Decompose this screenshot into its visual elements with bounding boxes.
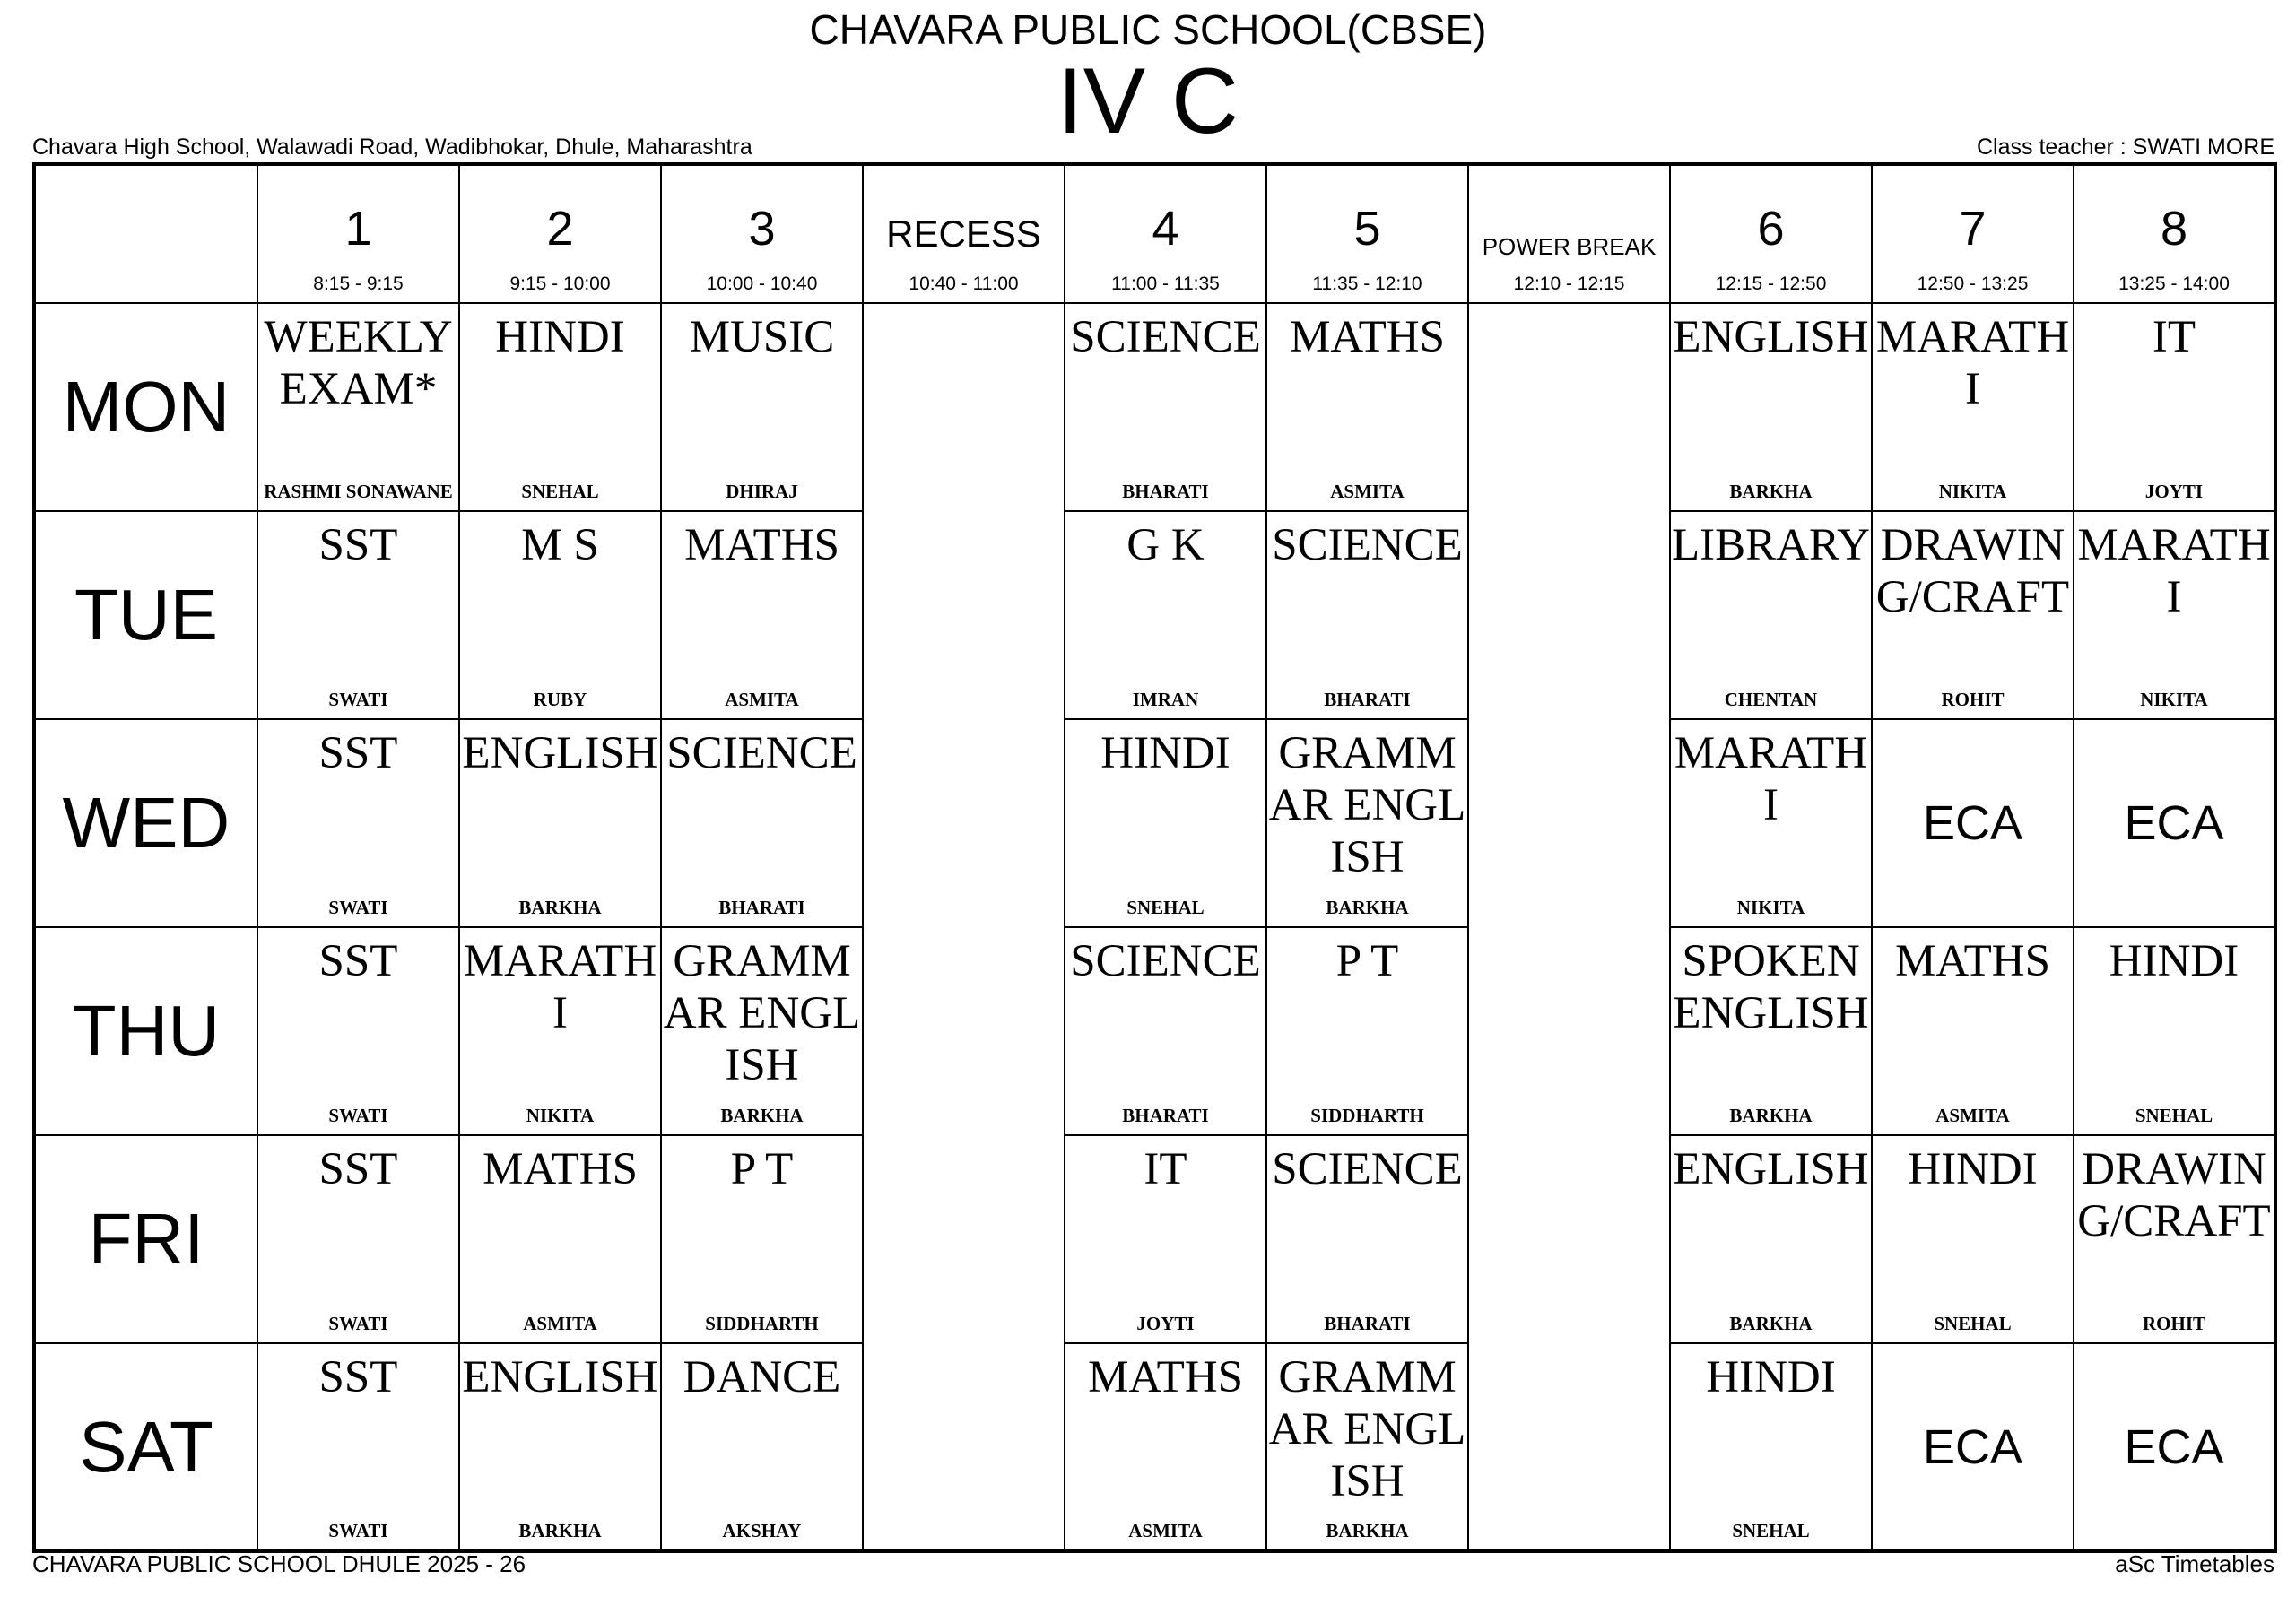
teacher-name: BARKHA bbox=[1729, 1105, 1813, 1126]
period-header-3 bbox=[661, 164, 863, 303]
period-time: 12:10 - 12:15 bbox=[1513, 273, 1625, 294]
lesson-cell bbox=[1266, 511, 1468, 719]
eca-label: ECA bbox=[2124, 1419, 2224, 1474]
period-label: 7 bbox=[1959, 202, 1987, 256]
period-time: 13:25 - 14:00 bbox=[2118, 273, 2230, 294]
teacher-name: SWATI bbox=[328, 1520, 388, 1541]
subject-name: M S bbox=[521, 520, 599, 570]
subject-name: HINDI bbox=[1706, 1352, 1836, 1402]
subject-name: G K bbox=[1126, 520, 1205, 570]
subject-name: IT bbox=[1144, 1144, 1187, 1194]
lesson-cell bbox=[1266, 1343, 1468, 1551]
lesson-cell bbox=[1872, 1135, 2074, 1343]
eca-label: ECA bbox=[1922, 796, 2023, 850]
period-time: 8:15 - 9:15 bbox=[313, 273, 404, 294]
lesson-cell bbox=[1065, 719, 1266, 927]
day-row-fri bbox=[34, 1135, 2275, 1343]
lesson-cell bbox=[1065, 1135, 1266, 1343]
subject-name: ENGLISH bbox=[462, 728, 658, 778]
teacher-name: ROHIT bbox=[1941, 689, 2005, 710]
teacher-name: ASMITA bbox=[1935, 1105, 2010, 1126]
lesson-cell bbox=[257, 719, 459, 927]
teacher-name: BARKHA bbox=[518, 897, 602, 918]
teacher-name: ASMITA bbox=[725, 689, 799, 710]
lesson-cell bbox=[1670, 927, 1872, 1135]
day-label: WED bbox=[34, 719, 257, 927]
teacher-name: SWATI bbox=[328, 1313, 388, 1334]
subject-name: P T bbox=[730, 1144, 794, 1194]
period-header-6 bbox=[1266, 164, 1468, 303]
subject-name: DRAWING/CRAFT bbox=[2077, 1144, 2271, 1246]
lesson-cell bbox=[661, 1343, 863, 1551]
subject-name: HINDI bbox=[495, 312, 625, 362]
teacher-name: ASMITA bbox=[523, 1313, 597, 1334]
day-label: FRI bbox=[34, 1135, 257, 1343]
lesson-cell bbox=[459, 511, 661, 719]
lesson-cell bbox=[459, 1343, 661, 1551]
subject-name: MARATHI bbox=[463, 936, 657, 1038]
eca-label: ECA bbox=[1922, 1419, 2023, 1474]
lesson-cell bbox=[459, 719, 661, 927]
subject-name: DRAWING/CRAFT bbox=[1875, 520, 2070, 622]
period-header-2 bbox=[459, 164, 661, 303]
teacher-name: BARKHA bbox=[1729, 1313, 1813, 1334]
subject-name: HINDI bbox=[1100, 728, 1231, 778]
lesson-cell bbox=[661, 303, 863, 511]
subject-name: SST bbox=[318, 1144, 398, 1194]
day-label: MON bbox=[34, 303, 257, 511]
power-break-column bbox=[1468, 303, 1670, 1551]
day-row-thu bbox=[34, 927, 2275, 1135]
subject-name: HINDI bbox=[2109, 936, 2239, 986]
lesson-cell bbox=[1872, 511, 2074, 719]
teacher-name: NIKITA bbox=[2140, 689, 2208, 710]
teacher-name: NIKITA bbox=[1736, 897, 1805, 918]
teacher-name: DHIRAJ bbox=[726, 481, 798, 502]
teacher-name: ROHIT bbox=[2142, 1313, 2205, 1334]
period-header-8 bbox=[1670, 164, 1872, 303]
teacher-name: SIDDHARTH bbox=[1310, 1105, 1424, 1126]
teacher-name: SNEHAL bbox=[521, 481, 599, 502]
teacher-name: BARKHA bbox=[518, 1520, 602, 1541]
period-label: POWER BREAK bbox=[1482, 233, 1657, 260]
lesson-cell bbox=[661, 927, 863, 1135]
teacher-name: JOYTI bbox=[2144, 481, 2204, 502]
period-time: 9:15 - 10:00 bbox=[509, 273, 611, 294]
teacher-name: BARKHA bbox=[720, 1105, 804, 1126]
teacher-name: BHARATI bbox=[1324, 689, 1411, 710]
subject-name: SCIENCE bbox=[1070, 936, 1261, 986]
lesson-cell bbox=[1065, 927, 1266, 1135]
school-title: CHAVARA PUBLIC SCHOOL(CBSE) bbox=[809, 6, 1487, 53]
lesson-cell bbox=[1872, 1343, 2074, 1551]
lesson-cell bbox=[1872, 719, 2074, 927]
lesson-cell bbox=[257, 927, 459, 1135]
teacher-name: NIKITA bbox=[526, 1105, 595, 1126]
lesson-cell bbox=[2074, 303, 2275, 511]
period-time: 11:00 - 11:35 bbox=[1111, 273, 1220, 294]
lesson-cell bbox=[1670, 303, 1872, 511]
period-time: 10:00 - 10:40 bbox=[706, 273, 818, 294]
subject-name: MATHS bbox=[1088, 1352, 1243, 1402]
lesson-cell bbox=[1872, 303, 2074, 511]
teacher-name: RUBY bbox=[533, 689, 587, 710]
period-header-1 bbox=[257, 164, 459, 303]
period-time: 11:35 - 12:10 bbox=[1312, 273, 1422, 294]
lesson-cell bbox=[257, 1343, 459, 1551]
teacher-name: SNEHAL bbox=[1732, 1520, 1810, 1541]
day-row-tue bbox=[34, 511, 2275, 719]
teacher-name: BARKHA bbox=[1326, 897, 1409, 918]
subject-name: GRAMMAR ENGLISH bbox=[1268, 1352, 1466, 1506]
subject-name: SST bbox=[318, 520, 398, 570]
teacher-name: BHARATI bbox=[1324, 1313, 1411, 1334]
lesson-cell bbox=[1266, 303, 1468, 511]
lesson-cell bbox=[2074, 1343, 2275, 1551]
subject-name: HINDI bbox=[1908, 1144, 2038, 1194]
class-title: IV C bbox=[1057, 49, 1239, 153]
subject-name: MARATHI bbox=[2077, 520, 2271, 622]
lesson-cell bbox=[661, 719, 863, 927]
teacher-name: SWATI bbox=[328, 1105, 388, 1126]
subject-name: SST bbox=[318, 936, 398, 986]
lesson-cell bbox=[1872, 927, 2074, 1135]
period-time: 12:15 - 12:50 bbox=[1715, 273, 1827, 294]
period-header-7 bbox=[1468, 164, 1670, 303]
period-header-4 bbox=[863, 164, 1065, 303]
period-label: 8 bbox=[2160, 202, 2188, 256]
teacher-name: SWATI bbox=[328, 897, 388, 918]
lesson-cell bbox=[661, 511, 863, 719]
lesson-cell bbox=[1670, 511, 1872, 719]
teacher-name: NIKITA bbox=[1938, 481, 2007, 502]
lesson-cell bbox=[2074, 511, 2275, 719]
teacher-name: SWATI bbox=[328, 689, 388, 710]
lesson-cell bbox=[459, 927, 661, 1135]
period-header-5 bbox=[1065, 164, 1266, 303]
lesson-cell bbox=[1670, 1135, 1872, 1343]
timetable bbox=[32, 162, 2274, 1548]
teacher-name: BARKHA bbox=[1729, 481, 1813, 502]
period-label: 5 bbox=[1353, 202, 1381, 256]
subject-name: SPOKEN ENGLISH bbox=[1673, 936, 1869, 1038]
footer-software-credit: aSc Timetables bbox=[2115, 1550, 2274, 1577]
teacher-name: SNEHAL bbox=[1934, 1313, 2012, 1334]
period-label: 6 bbox=[1757, 202, 1785, 256]
subject-name: SST bbox=[318, 1352, 398, 1402]
lesson-cell bbox=[257, 1135, 459, 1343]
period-header-10 bbox=[2074, 164, 2275, 303]
subject-name: GRAMMAR ENGLISH bbox=[663, 936, 861, 1090]
subject-name: MATHS bbox=[684, 520, 839, 570]
teacher-name: BHARATI bbox=[1122, 481, 1209, 502]
lesson-cell bbox=[257, 511, 459, 719]
lesson-cell bbox=[1670, 719, 1872, 927]
lesson-cell bbox=[1266, 1135, 1468, 1343]
lesson-cell bbox=[1670, 1343, 1872, 1551]
lesson-cell bbox=[257, 303, 459, 511]
subject-name: SCIENCE bbox=[1070, 312, 1261, 362]
day-label: THU bbox=[34, 927, 257, 1135]
lesson-cell bbox=[661, 1135, 863, 1343]
teacher-name: BARKHA bbox=[1326, 1520, 1409, 1541]
lesson-cell bbox=[459, 303, 661, 511]
day-row-sat bbox=[34, 1343, 2275, 1551]
subject-name: SCIENCE bbox=[666, 728, 857, 778]
teacher-name: SIDDHARTH bbox=[705, 1313, 819, 1334]
lesson-cell bbox=[2074, 1135, 2275, 1343]
teacher-name: SNEHAL bbox=[1126, 897, 1205, 918]
day-row-wed bbox=[34, 719, 2275, 927]
eca-label: ECA bbox=[2124, 796, 2224, 850]
period-label: 1 bbox=[344, 202, 372, 256]
teacher-name: ASMITA bbox=[1330, 481, 1405, 502]
corner-cell bbox=[34, 164, 257, 303]
period-time: 12:50 - 13:25 bbox=[1917, 273, 2029, 294]
day-row-mon bbox=[34, 303, 2275, 511]
class-teacher: Class teacher : SWATI MORE bbox=[1976, 135, 2274, 160]
subject-name: MATHS bbox=[1290, 312, 1445, 362]
teacher-name: JOYTI bbox=[1136, 1313, 1195, 1334]
teacher-name: RASHMI SONAWANE bbox=[264, 481, 453, 502]
lesson-cell bbox=[1065, 511, 1266, 719]
subject-name: P T bbox=[1335, 936, 1399, 986]
timetable-grid bbox=[32, 162, 2277, 1553]
lesson-cell bbox=[459, 1135, 661, 1343]
period-header-row bbox=[34, 164, 2275, 303]
teacher-name: ASMITA bbox=[1128, 1520, 1203, 1541]
lesson-cell bbox=[1065, 303, 1266, 511]
subject-name: MARATHI bbox=[1674, 728, 1868, 830]
school-address: Chavara High School, Walawadi Road, Wadibhokar, Dhule, Maharashtra bbox=[32, 135, 752, 160]
period-label: 2 bbox=[546, 202, 574, 256]
subject-name: GRAMMAR ENGLISH bbox=[1268, 728, 1466, 882]
period-label: 3 bbox=[748, 202, 776, 256]
subject-name: IT bbox=[2152, 312, 2196, 362]
subject-name: SST bbox=[318, 728, 398, 778]
subject-name: ENGLISH bbox=[1673, 1144, 1869, 1194]
teacher-name: CHENTAN bbox=[1724, 689, 1818, 710]
period-header-9 bbox=[1872, 164, 2074, 303]
lesson-cell bbox=[2074, 719, 2275, 927]
subject-name: SCIENCE bbox=[1272, 520, 1463, 570]
period-label: 4 bbox=[1152, 202, 1179, 256]
subject-name: LIBRARY bbox=[1671, 520, 1871, 570]
teacher-name: SNEHAL bbox=[2135, 1105, 2213, 1126]
period-time: 10:40 - 11:00 bbox=[909, 273, 1019, 294]
lesson-cell bbox=[1266, 719, 1468, 927]
recess-column bbox=[863, 303, 1065, 1551]
subject-name: DANCE bbox=[683, 1352, 841, 1402]
subject-name: MATHS bbox=[1895, 936, 2050, 986]
subject-name: MUSIC bbox=[689, 312, 835, 362]
day-label: TUE bbox=[34, 511, 257, 719]
lesson-cell bbox=[2074, 927, 2275, 1135]
subject-name: WEEKLY EXAM* bbox=[264, 312, 453, 414]
subject-name: MARATHI bbox=[1875, 312, 2070, 414]
teacher-name: IMRAN bbox=[1132, 689, 1199, 710]
period-label: RECESS bbox=[886, 213, 1041, 255]
day-label: SAT bbox=[34, 1343, 257, 1551]
subject-name: ENGLISH bbox=[1673, 312, 1869, 362]
teacher-name: BHARATI bbox=[1122, 1105, 1209, 1126]
footer-school-year: CHAVARA PUBLIC SCHOOL DHULE 2025 - 26 bbox=[32, 1550, 526, 1577]
subject-name: ENGLISH bbox=[462, 1352, 658, 1402]
teacher-name: BHARATI bbox=[718, 897, 805, 918]
subject-name: MATHS bbox=[483, 1144, 638, 1194]
subject-name: SCIENCE bbox=[1272, 1144, 1463, 1194]
lesson-cell bbox=[1266, 927, 1468, 1135]
teacher-name: AKSHAY bbox=[722, 1520, 802, 1541]
lesson-cell bbox=[1065, 1343, 1266, 1551]
